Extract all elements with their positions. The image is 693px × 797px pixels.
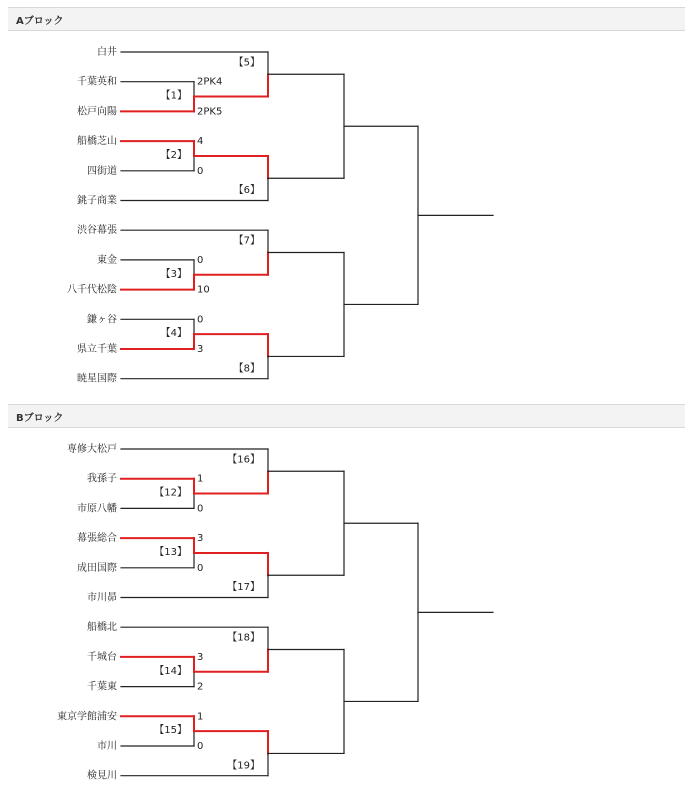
match-label: 【18】 (227, 632, 260, 644)
score: 0 (197, 314, 204, 326)
match-label: 【6】 (233, 185, 260, 197)
team-name: 千城台 (87, 651, 117, 663)
team-name: 八千代松陰 (67, 284, 117, 296)
block-a-bracket (0, 38, 693, 398)
team-name: 白井 (97, 47, 117, 58)
match-label: 【5】 (233, 57, 260, 69)
block-b-header (8, 404, 685, 428)
team-name: 成田国際 (77, 562, 117, 574)
score: 3 (197, 344, 204, 355)
team-name: 渋谷幕張 (77, 225, 117, 237)
match-label: 【16】 (227, 454, 260, 466)
match-label: 【13】 (154, 546, 187, 558)
score: 2PK4 (197, 76, 223, 88)
block-b-title: Bブロック (16, 413, 64, 424)
team-name: 市川 (97, 741, 117, 752)
team-name: 鎌ヶ谷 (87, 314, 117, 326)
score: 1 (197, 473, 204, 485)
match-label: 【14】 (154, 665, 187, 677)
score: 0 (197, 254, 204, 266)
match-label: 【2】 (160, 149, 187, 161)
score: 3 (197, 651, 204, 663)
match-label: 【19】 (227, 760, 260, 772)
team-name: 船橋北 (87, 622, 117, 634)
score: 10 (197, 284, 210, 296)
team-name: 我孫子 (87, 473, 117, 485)
team-name: 検見川 (87, 770, 117, 782)
match-label: 【3】 (160, 268, 187, 280)
team-name: 松戸向陽 (77, 106, 117, 118)
team-name: 専修大松戸 (67, 444, 117, 455)
match-label: 【15】 (154, 725, 187, 737)
team-name: 市川昴 (87, 592, 117, 604)
team-name: 県立千葉 (77, 344, 117, 355)
team-name: 東金 (97, 254, 117, 266)
match-label: 【8】 (233, 363, 260, 375)
match-label: 【17】 (227, 582, 260, 594)
team-name: 千葉英和 (77, 76, 117, 88)
team-name: 暁星国際 (77, 373, 117, 385)
team-name: 船橋芝山 (77, 136, 117, 148)
block-b-bracket (0, 435, 693, 795)
match-label: 【7】 (233, 235, 260, 247)
team-name: 東京学館浦安 (57, 711, 117, 723)
score: 2 (197, 681, 204, 693)
team-name: 市原八幡 (77, 503, 117, 515)
block-a-title: Aブロック (16, 16, 64, 27)
score: 0 (197, 503, 204, 515)
match-label: 【1】 (160, 90, 187, 102)
team-name: 四街道 (87, 165, 117, 177)
score: 2PK5 (197, 106, 223, 118)
score: 0 (197, 562, 204, 574)
team-name: 銚子商業 (77, 195, 117, 207)
score: 0 (197, 741, 204, 752)
block-a-header (8, 7, 685, 31)
score: 1 (197, 711, 204, 723)
match-label: 【12】 (154, 487, 187, 499)
team-name: 千葉東 (87, 681, 117, 693)
score: 3 (197, 533, 204, 545)
score: 4 (197, 136, 204, 148)
match-label: 【4】 (160, 328, 187, 340)
score: 0 (197, 165, 204, 177)
team-name: 幕張総合 (77, 533, 117, 545)
